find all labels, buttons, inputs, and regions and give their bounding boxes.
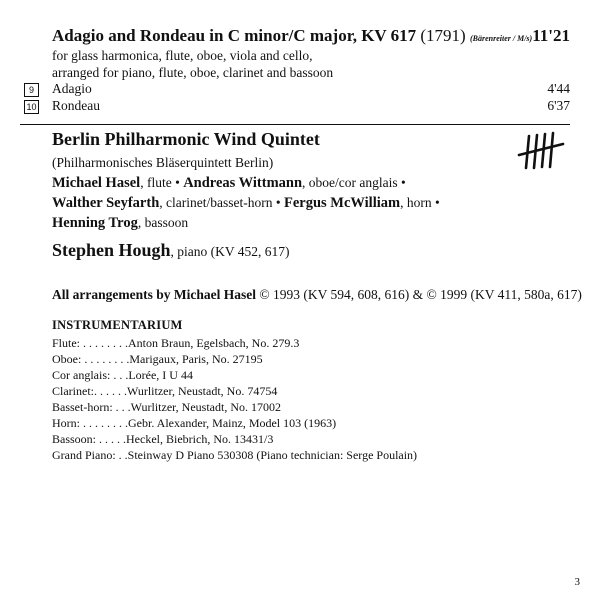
bullet: • — [275, 195, 281, 210]
track-title: Adagio — [52, 81, 92, 96]
work-description-2: arranged for piano, flute, oboe, clarinet and bassoon — [52, 65, 334, 80]
player-instrument: , horn — [400, 195, 432, 210]
bullet: • — [401, 175, 406, 190]
publisher: (Bärenreiter / M/s) — [469, 34, 533, 43]
instrument-label: Flute: . . . . . . . . — [52, 336, 129, 350]
instrument-row — [52, 400, 281, 415]
player-name: Henning Trog — [52, 215, 138, 231]
instrument-label: Cor anglais: . . . — [52, 368, 129, 382]
player-name: Fergus McWilliam — [283, 195, 401, 211]
work-duration: 11'21 — [532, 26, 570, 45]
page-number: 3 — [574, 576, 580, 588]
instrument-label: Bassoon: . . . . . — [52, 432, 127, 446]
tally-marks-logo — [515, 130, 565, 172]
players-line-2 — [52, 195, 440, 212]
instrument-row — [52, 448, 417, 463]
pianist-detail: , piano (KV 452, 617) — [170, 244, 290, 259]
player-name: Michael Hasel — [52, 175, 141, 191]
instrument-value: Marigaux, Paris, No. 27195 — [129, 352, 263, 366]
work-title-text: Adagio and Rondeau in C minor/C major, KV 617 — [52, 26, 417, 45]
player-instrument: , flute — [140, 175, 172, 190]
instrument-value: Wurlitzer, Neustadt, No. 74754 — [127, 384, 278, 398]
player-instrument: , oboe/cor anglais — [302, 175, 398, 190]
arrangements-credit — [52, 287, 582, 303]
instrument-value: Heckel, Biebrich, No. 13431/3 — [126, 432, 274, 446]
work-title — [52, 26, 532, 46]
track-duration: 4'44 — [547, 81, 570, 96]
instrument-label: Oboe: . . . . . . . . — [52, 352, 130, 366]
arrangements-detail: © 1993 (KV 594, 608, 616) & © 1999 (KV 411, 580a, 617) — [259, 287, 582, 302]
instrument-label: Clarinet:. . . . . . — [52, 384, 127, 398]
bullet: • — [175, 175, 180, 190]
instrument-row — [52, 368, 193, 383]
player-name: Walther Seyfarth — [52, 195, 160, 211]
track-number: 10 — [24, 100, 39, 114]
instrument-row — [52, 384, 277, 399]
instrument-value: Gebr. Alexander, Mainz, Model 103 (1963) — [128, 416, 337, 430]
work-year: (1791) — [420, 26, 466, 45]
instrumentarium-heading: INSTRUMENTARIUM — [52, 318, 183, 332]
track-duration: 6'37 — [547, 98, 570, 113]
instrument-row — [52, 432, 273, 447]
player-instrument: , clarinet/basset-horn — [159, 195, 273, 210]
bullet: • — [434, 195, 440, 210]
work-description-1: for glass harmonica, flute, oboe, viola and cello, — [52, 48, 313, 63]
divider — [20, 124, 570, 125]
instrument-value: Lorée, I U 44 — [128, 368, 193, 382]
instrument-label: Basset-horn: . . . — [52, 400, 131, 414]
instrument-value: Steinway D Piano 530308 (Piano technician: Serge Poulain) — [127, 448, 418, 462]
players-line-1 — [52, 175, 406, 192]
instrument-row — [52, 416, 336, 431]
arrangements-label: All arrangements by Michael Hasel — [52, 287, 256, 302]
track-number: 9 — [24, 83, 39, 97]
ensemble-name: Berlin Philharmonic Wind Quintet — [52, 129, 320, 149]
track-title: Rondeau — [52, 98, 100, 113]
instrument-label: Horn: . . . . . . . . — [52, 416, 128, 430]
pianist-name: Stephen Hough — [52, 240, 171, 260]
ensemble-alt-name: (Philharmonisches Bläserquintett Berlin) — [52, 155, 274, 170]
players-line-3 — [52, 215, 188, 232]
player-name: Andreas Wittmann — [183, 175, 303, 191]
instrument-row — [52, 352, 263, 367]
instrument-label: Grand Piano: . . — [52, 448, 128, 462]
instrument-row — [52, 336, 299, 351]
instrument-value: Wurlitzer, Neustadt, No. 17002 — [130, 400, 281, 414]
pianist — [52, 240, 290, 261]
instrument-value: Anton Braun, Egelsbach, No. 279.3 — [128, 336, 300, 350]
player-instrument: , bassoon — [137, 215, 189, 230]
